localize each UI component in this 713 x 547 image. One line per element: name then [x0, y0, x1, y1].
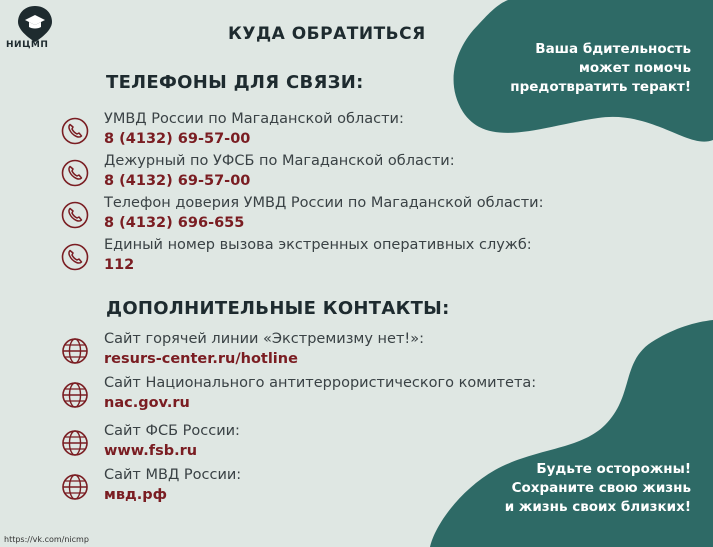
contact-item — [60, 466, 241, 506]
globe-icon — [60, 336, 90, 366]
logo-text: НИЦМП — [6, 40, 49, 50]
contact-item — [60, 330, 424, 370]
phone-number[interactable]: 8 (4132) 696-655 — [104, 215, 245, 231]
top-callout — [510, 40, 691, 97]
phone-item — [60, 236, 532, 276]
phone-label: Телефон доверия УМВД России по Магаданской области: — [104, 195, 544, 211]
globe-icon — [60, 472, 90, 502]
top-callout-line-2: может помочь — [578, 60, 691, 76]
contact-label: Сайт ФСБ России: — [104, 423, 240, 439]
logo-icon — [6, 4, 64, 44]
phone-number[interactable]: 8 (4132) 69-57-00 — [104, 173, 251, 189]
phone-icon — [60, 242, 90, 272]
contact-link[interactable]: nac.gov.ru — [104, 395, 190, 411]
globe-icon — [60, 428, 90, 458]
top-callout-line-3: предотвратить теракт! — [510, 79, 691, 95]
contacts-heading: ДОПОЛНИТЕЛЬНЫЕ КОНТАКТЫ: — [106, 298, 450, 319]
phone-label: Единый номер вызова экстренных оперативных служб: — [104, 237, 532, 253]
bottom-callout-line-3: и жизнь своих близких! — [504, 499, 691, 515]
phone-label: Дежурный по УФСБ по Магаданской области: — [104, 153, 455, 169]
globe-icon — [60, 380, 90, 410]
contact-label: Сайт МВД России: — [104, 467, 242, 483]
phone-number[interactable]: 8 (4132) 69-57-00 — [104, 131, 251, 147]
phone-icon — [60, 116, 90, 146]
phone-item — [60, 110, 404, 150]
phone-icon — [60, 158, 90, 188]
top-callout-line-1: Ваша бдительность — [535, 41, 691, 57]
footer-link[interactable]: https://vk.com/nicmp — [4, 535, 89, 544]
phone-label: УМВД России по Магаданской области: — [104, 111, 404, 127]
contact-link[interactable]: мвд.рф — [104, 487, 168, 503]
phone-item — [60, 152, 455, 192]
phones-heading: ТЕЛЕФОНЫ ДЛЯ СВЯЗИ: — [106, 72, 364, 93]
contact-label: Сайт горячей линии «Экстремизму нет!»: — [104, 331, 424, 347]
phone-icon — [60, 200, 90, 230]
phone-item — [60, 194, 543, 234]
contact-item — [60, 422, 240, 462]
bottom-callout-line-1: Будьте осторожны! — [536, 461, 691, 477]
contact-link[interactable]: resurs-center.ru/hotline — [104, 351, 298, 367]
phone-number[interactable]: 112 — [104, 257, 135, 273]
bottom-callout — [505, 460, 691, 517]
contact-item — [60, 374, 536, 414]
contact-label: Сайт Национального антитеррористического комитета: — [104, 375, 537, 391]
contact-link[interactable]: www.fsb.ru — [104, 443, 198, 459]
page-title: КУДА ОБРАТИТЬСЯ — [228, 24, 426, 44]
bottom-callout-line-2: Сохраните свою жизнь — [511, 480, 691, 496]
